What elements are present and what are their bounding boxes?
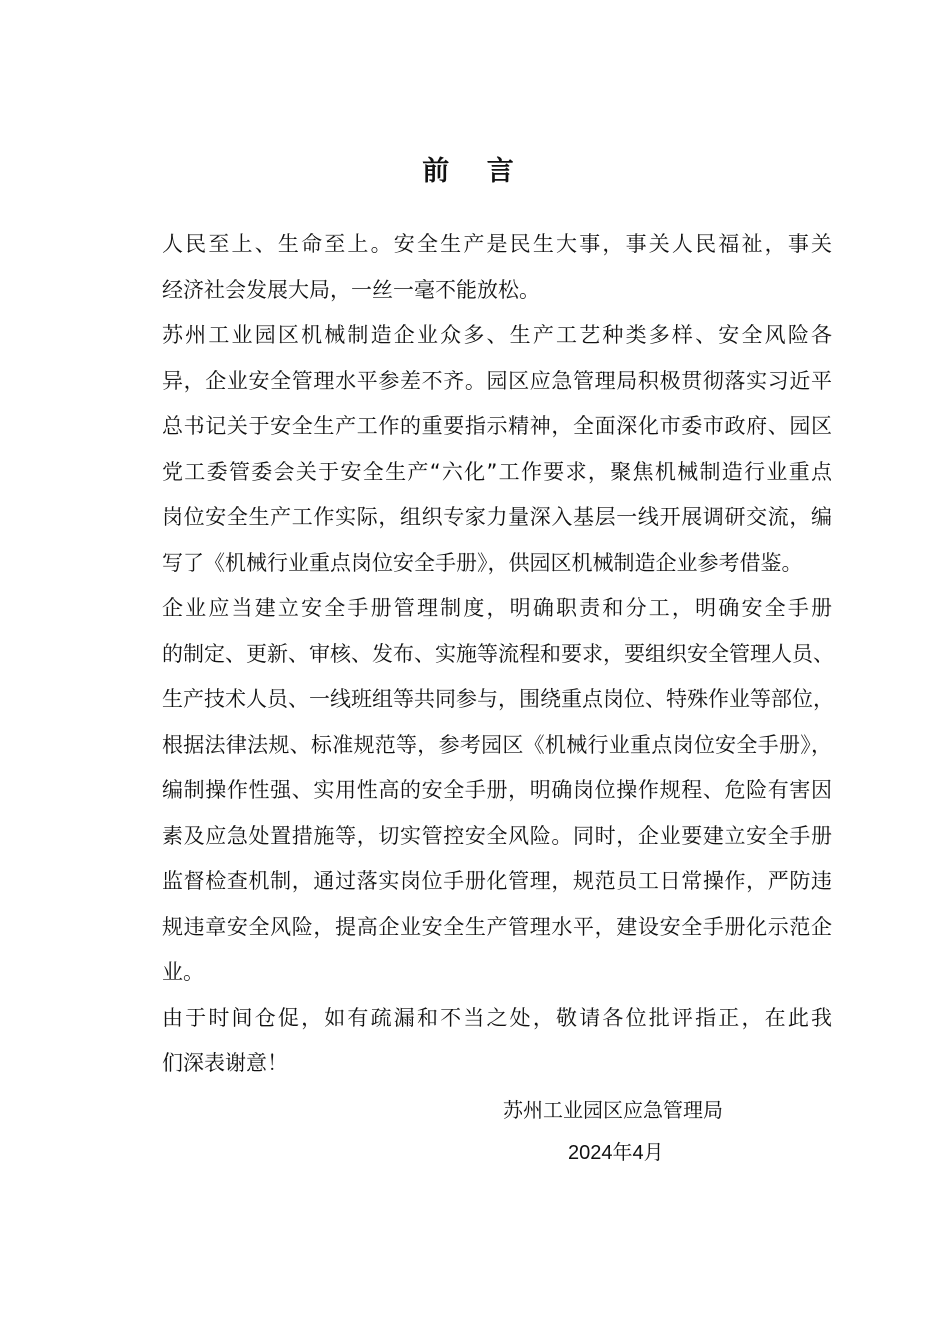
paragraph-2 (120, 313, 832, 586)
paragraph-line: 党工委管委会关于安全生产“六化”工作要求，聚焦机械制造行业重点 (162, 459, 832, 484)
paragraph-line: 素及应急处置措施等，切实管控安全风险。同时，企业要建立安全手册 (162, 823, 832, 848)
paragraph-line: 由于时间仓促，如有疏漏和不当之处，敬请各位批评指正，在此我 (162, 1005, 832, 1030)
paragraph-line: 企业应当建立安全手册管理制度，明确职责和分工，明确安全手册 (162, 596, 832, 620)
page-title: 前 言 (422, 156, 528, 187)
paragraph-line: 们深表谢意！ (162, 1051, 288, 1075)
paragraph-line: 规违章安全风险，提高企业安全生产管理水平，建设安全手册化示范企 (162, 914, 832, 939)
paragraph-line: 业。 (162, 960, 204, 984)
paragraph-line: 经济社会发展大局，一丝一毫不能放松。 (162, 277, 540, 302)
paragraph-line: 总书记关于安全生产工作的重要指示精神，全面深化市委市政府、园区 (162, 414, 832, 438)
paragraph-line: 监督检查机制，通过落实岗位手册化管理，规范员工日常操作，严防违 (162, 869, 832, 893)
paragraph-line: 苏州工业园区机械制造企业众多、生产工艺种类多样、安全风险各 (162, 323, 832, 347)
paragraph-line: 的制定、更新、审核、发布、实施等流程和要求，要组织安全管理人员、 (162, 641, 834, 666)
paragraph-line: 编制操作性强、实用性高的安全手册，明确岗位操作规程、危险有害因 (162, 778, 832, 802)
paragraph-line: 写了《机械行业重点岗位安全手册》，供园区机械制造企业参考借鉴。 (162, 550, 803, 575)
paragraph-line: 异，企业安全管理水平参差不齐。园区应急管理局积极贯彻落实习近平 (162, 368, 832, 393)
paragraph-1 (120, 222, 832, 313)
date: 2024年4月 (568, 1142, 664, 1164)
paragraph-line: 人民至上、生命至上。安全生产是民生大事，事关人民福祉，事关 (162, 232, 832, 256)
paragraph-line: 根据法律法规、标准规范等，参考园区《机械行业重点岗位安全手册》， (162, 732, 832, 757)
paragraph-3 (120, 586, 832, 996)
paragraph-4 (120, 996, 832, 1087)
paragraph-line: 生产技术人员、一线班组等共同参与，围绕重点岗位、特殊作业等部位， (162, 687, 834, 711)
document-body (120, 222, 832, 1087)
paragraph-line: 岗位安全生产工作实际，组织专家力量深入基层一线开展调研交流，编 (162, 505, 832, 529)
signature: 苏州工业园区应急管理局 (503, 1098, 723, 1122)
